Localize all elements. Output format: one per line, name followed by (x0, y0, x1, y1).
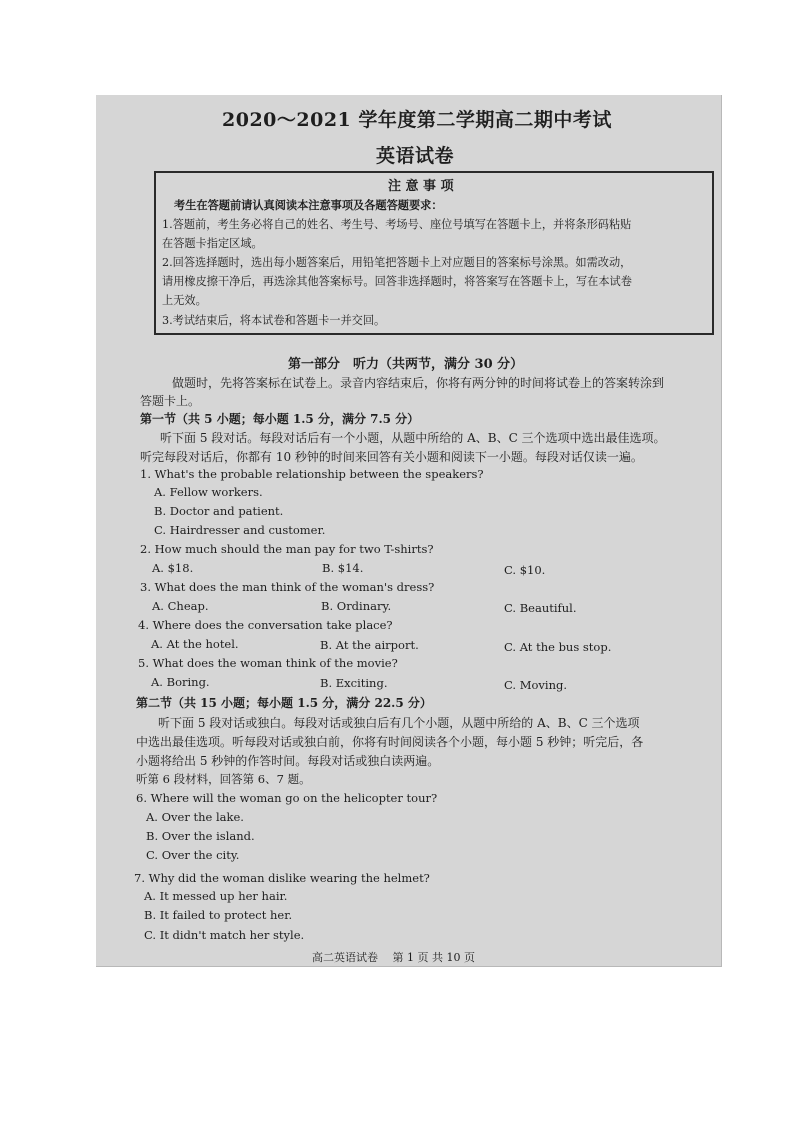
q2-option-b: B. $14. (322, 561, 364, 575)
q3-option-b: B. Ordinary. (321, 599, 392, 613)
notice-line: 请用橡皮擦干净后，再选涂其他答案标号。回答非选择题时，将答案写在答题卡上，写在本试卷 (162, 275, 632, 288)
notice-line: 3.考试结束后，将本试卷和答题卡一并交回。 (162, 314, 386, 327)
exam-title: 2020～2021 学年度第二学期高二期中考试 (222, 109, 612, 131)
question-7: 7. Why did the woman dislike wearing the helmet? (134, 871, 430, 885)
section2-instruction: 中选出最佳选项。听每段对话或独白前，你将有时间阅读各个小题，每小题 5 秒钟；听完后，各 (136, 735, 644, 749)
q4-option-b: B. At the airport. (320, 638, 419, 652)
part1-heading: 第一部分 听力（共两节，满分 30 分） (288, 357, 524, 372)
q2-option-c: C. $10. (504, 563, 546, 577)
question-6: 6. Where will the woman go on the helicopter tour? (136, 791, 438, 805)
q4-option-c: C. At the bus stop. (504, 640, 612, 654)
part1-instruction: 答题卡上。 (140, 394, 201, 408)
part1-instruction: 做题时，先将答案标在试卷上。录音内容结束后，你将有两分钟的时间将试卷上的答案转涂到 (172, 376, 665, 390)
section2-heading: 第二节（共 15 小题；每小题 1.5 分，满分 22.5 分） (136, 696, 432, 710)
q7-option-b: B. It failed to protect her. (144, 908, 293, 922)
notice-line: 在答题卡指定区域。 (162, 237, 263, 250)
q1-option-c: C. Hairdresser and customer. (154, 523, 326, 537)
page-footer: 高二英语试卷 第 1 页 共 10 页 (312, 951, 475, 964)
question-4: 4. Where does the conversation take place? (138, 618, 393, 632)
material-note: 听第 6 段材料，回答第 6、7 题。 (136, 772, 311, 786)
exam-page (96, 95, 722, 967)
section1-instruction: 听下面 5 段对话。每段对话后有一个小题，从题中所给的 A、B、C 三个选项中选出最佳选项。 (160, 431, 666, 445)
question-2: 2. How much should the man pay for two T-shirts? (140, 542, 434, 556)
q5-option-a: A. Boring. (151, 675, 210, 689)
notice-line: 上无效。 (162, 294, 207, 307)
section2-instruction: 小题将给出 5 秒钟的作答时间。每段对话或独白读两遍。 (136, 754, 440, 768)
q5-option-c: C. Moving. (504, 678, 567, 692)
q3-option-a: A. Cheap. (152, 599, 209, 613)
q7-option-a: A. It messed up her hair. (144, 889, 288, 903)
question-1: 1. What's the probable relationship between the speakers? (140, 467, 484, 481)
section1-instruction: 听完每段对话后，你都有 10 秒钟的时间来回答有关小题和阅读下一小题。每段对话仅读一遍。 (140, 450, 643, 464)
q6-option-b: B. Over the island. (146, 829, 255, 843)
section1-heading: 第一节（共 5 小题；每小题 1.5 分，满分 7.5 分） (140, 412, 420, 426)
q7-option-c: C. It didn't match her style. (144, 928, 305, 942)
notice-intro: 考生在答题前请认真阅读本注意事项及各题答题要求： (174, 198, 443, 212)
question-3: 3. What does the man think of the woman's dress? (140, 580, 435, 594)
q1-option-b: B. Doctor and patient. (154, 504, 284, 518)
q1-option-a: A. Fellow workers. (154, 485, 263, 499)
exam-subtitle: 英语试卷 (376, 145, 455, 167)
q3-option-c: C. Beautiful. (504, 601, 577, 615)
q6-option-a: A. Over the lake. (146, 810, 244, 824)
q2-option-a: A. $18. (152, 561, 194, 575)
question-5: 5. What does the woman think of the movie? (138, 656, 398, 670)
notice-line: 1.答题前，考生务必将自己的姓名、考生号、考场号、座位号填写在答题卡上，并将条形码粘贴 (162, 218, 632, 231)
q4-option-a: A. At the hotel. (151, 637, 239, 651)
section2-instruction: 听下面 5 段对话或独白。每段对话或独白后有几个小题，从题中所给的 A、B、C 三个选项 (158, 716, 640, 730)
q6-option-c: C. Over the city. (146, 848, 240, 862)
notice-line: 2.回答选择题时，选出每小题答案后，用铅笔把答题卡上对应题目的答案标号涂黑。如需改动， (162, 256, 632, 269)
q5-option-b: B. Exciting. (320, 676, 388, 690)
notice-box (154, 171, 714, 335)
notice-heading: 注 意 事 项 (388, 179, 454, 194)
